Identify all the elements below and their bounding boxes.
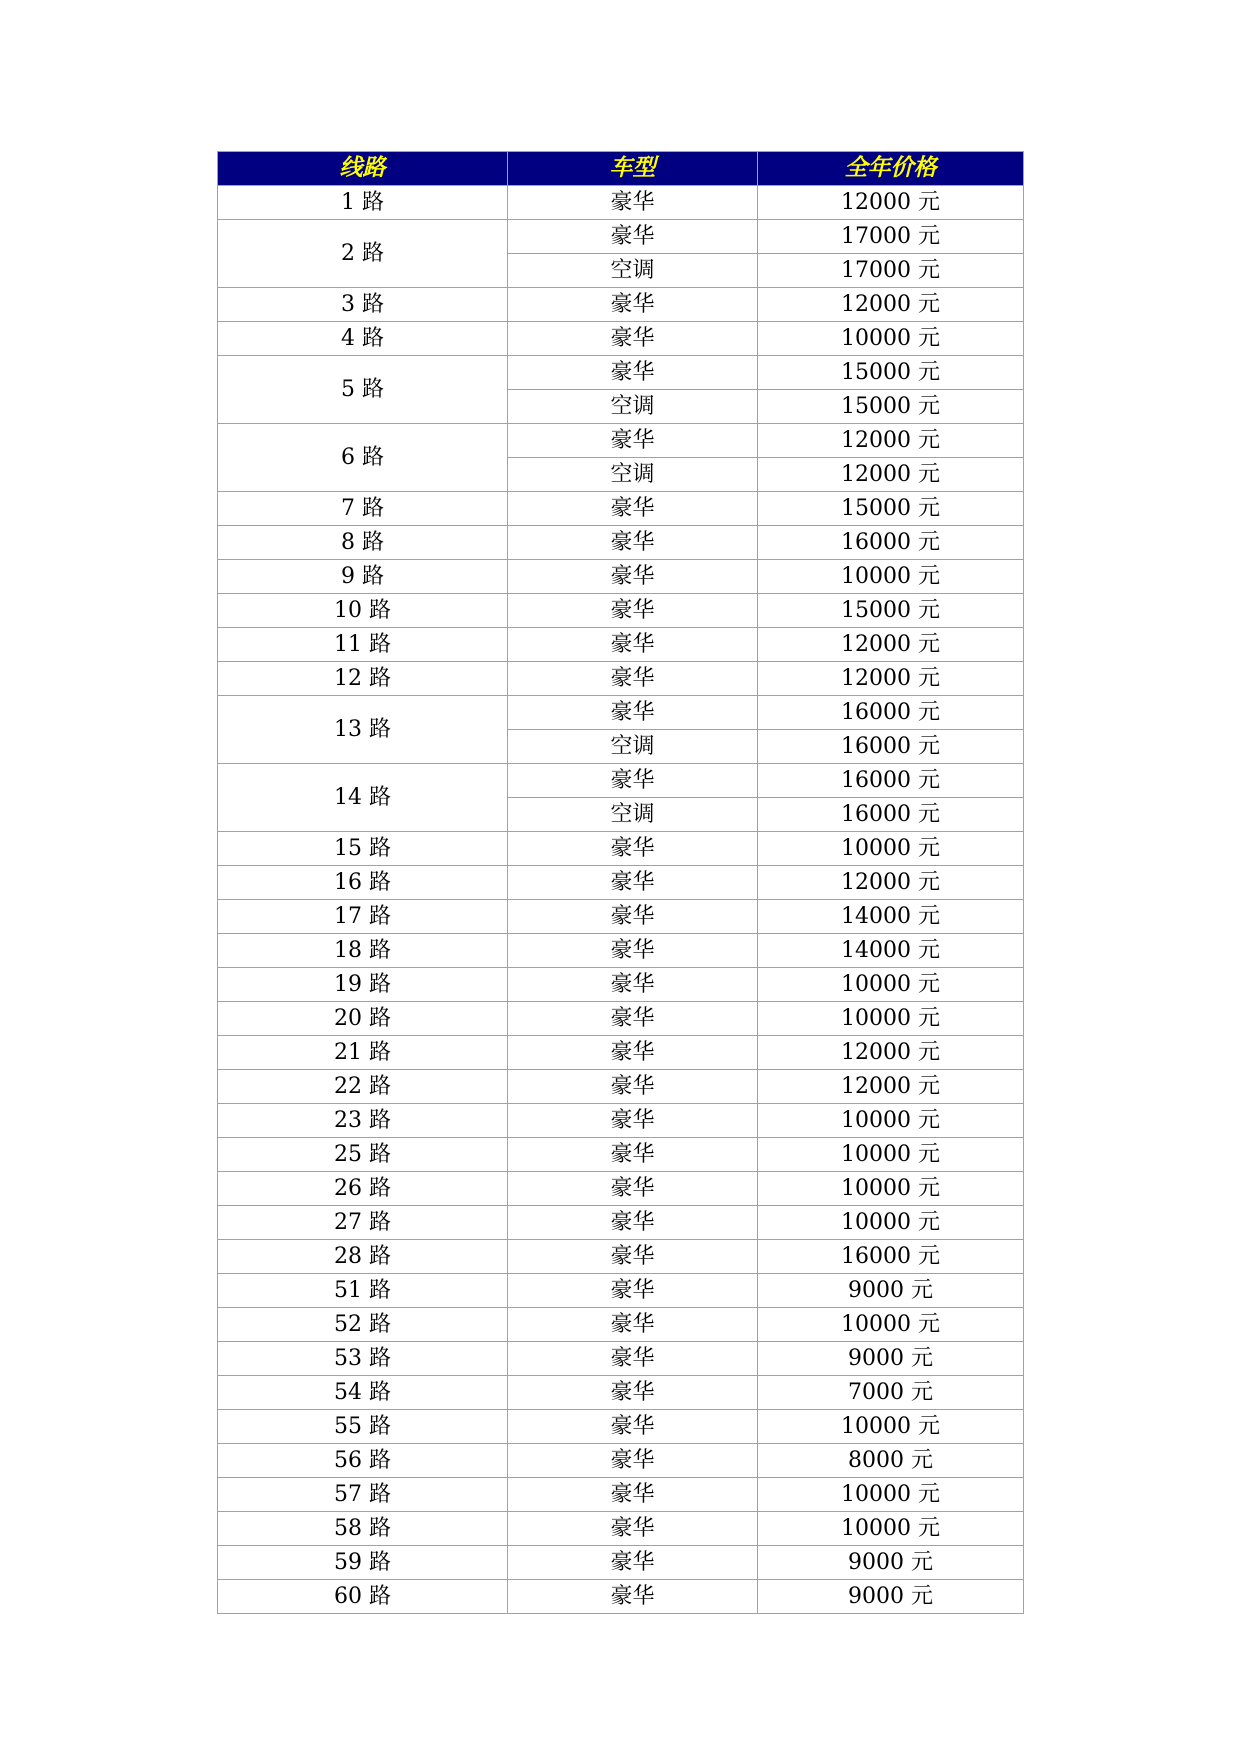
bus-type-cell: 豪华: [508, 1172, 758, 1206]
route-cell: 6 路: [218, 424, 508, 492]
annual-price-cell: 10000 元: [758, 1002, 1024, 1036]
table-row: [218, 1580, 1024, 1614]
header-row: [218, 152, 1024, 186]
table-row: [218, 1206, 1024, 1240]
bus-type-cell: 豪华: [508, 1308, 758, 1342]
table-row: [218, 900, 1024, 934]
annual-price-cell: 12000 元: [758, 288, 1024, 322]
bus-type-cell: 豪华: [508, 696, 758, 730]
table-row: [218, 1376, 1024, 1410]
route-cell: 25 路: [218, 1138, 508, 1172]
table-row: [218, 1138, 1024, 1172]
table-row: [218, 832, 1024, 866]
table-row: [218, 866, 1024, 900]
bus-type-cell: 豪华: [508, 288, 758, 322]
bus-type-cell: 豪华: [508, 492, 758, 526]
table-row: [218, 1546, 1024, 1580]
table-body: [218, 186, 1024, 1614]
route-cell: 20 路: [218, 1002, 508, 1036]
bus-type-cell: 豪华: [508, 1546, 758, 1580]
annual-price-cell: 14000 元: [758, 934, 1024, 968]
bus-type-cell: 豪华: [508, 1240, 758, 1274]
annual-price-cell: 16000 元: [758, 526, 1024, 560]
bus-type-cell: 豪华: [508, 594, 758, 628]
table-row: [218, 1240, 1024, 1274]
route-cell: 14 路: [218, 764, 508, 832]
bus-type-cell: 豪华: [508, 1410, 758, 1444]
annual-price-cell: 10000 元: [758, 560, 1024, 594]
bus-type-cell: 豪华: [508, 186, 758, 220]
bus-type-cell: 豪华: [508, 1138, 758, 1172]
table-row: [218, 356, 1024, 390]
annual-price-cell: 9000 元: [758, 1342, 1024, 1376]
annual-price-cell: 16000 元: [758, 1240, 1024, 1274]
annual-price-cell: 12000 元: [758, 628, 1024, 662]
route-cell: 60 路: [218, 1580, 508, 1614]
table-header: [218, 152, 1024, 186]
route-cell: 15 路: [218, 832, 508, 866]
annual-price-cell: 9000 元: [758, 1274, 1024, 1308]
route-cell: 55 路: [218, 1410, 508, 1444]
annual-price-cell: 16000 元: [758, 764, 1024, 798]
bus-type-cell: 豪华: [508, 1104, 758, 1138]
header-bus-type: 车型: [508, 152, 758, 186]
annual-price-cell: 12000 元: [758, 662, 1024, 696]
bus-type-cell: 豪华: [508, 968, 758, 1002]
route-cell: 2 路: [218, 220, 508, 288]
route-cell: 7 路: [218, 492, 508, 526]
route-cell: 59 路: [218, 1546, 508, 1580]
route-cell: 4 路: [218, 322, 508, 356]
header-route: 线路: [218, 152, 508, 186]
route-cell: 54 路: [218, 1376, 508, 1410]
route-cell: 5 路: [218, 356, 508, 424]
route-cell: 1 路: [218, 186, 508, 220]
table-row: [218, 934, 1024, 968]
route-cell: 56 路: [218, 1444, 508, 1478]
route-cell: 17 路: [218, 900, 508, 934]
route-cell: 21 路: [218, 1036, 508, 1070]
bus-type-cell: 空调: [508, 798, 758, 832]
route-cell: 10 路: [218, 594, 508, 628]
annual-price-cell: 17000 元: [758, 254, 1024, 288]
route-cell: 53 路: [218, 1342, 508, 1376]
bus-type-cell: 豪华: [508, 526, 758, 560]
route-cell: 52 路: [218, 1308, 508, 1342]
bus-type-cell: 豪华: [508, 662, 758, 696]
annual-price-cell: 10000 元: [758, 322, 1024, 356]
annual-price-cell: 15000 元: [758, 390, 1024, 424]
bus-type-cell: 豪华: [508, 866, 758, 900]
annual-price-cell: 10000 元: [758, 832, 1024, 866]
bus-type-cell: 豪华: [508, 1444, 758, 1478]
table-row: [218, 696, 1024, 730]
table-row: [218, 628, 1024, 662]
annual-price-cell: 16000 元: [758, 730, 1024, 764]
route-cell: 27 路: [218, 1206, 508, 1240]
bus-type-cell: 空调: [508, 390, 758, 424]
bus-type-cell: 豪华: [508, 900, 758, 934]
bus-type-cell: 豪华: [508, 1342, 758, 1376]
bus-type-cell: 空调: [508, 458, 758, 492]
annual-price-cell: 15000 元: [758, 492, 1024, 526]
table-row: [218, 1274, 1024, 1308]
annual-price-cell: 12000 元: [758, 1036, 1024, 1070]
route-cell: 3 路: [218, 288, 508, 322]
annual-price-cell: 7000 元: [758, 1376, 1024, 1410]
annual-price-cell: 16000 元: [758, 798, 1024, 832]
table-row: [218, 288, 1024, 322]
annual-price-cell: 12000 元: [758, 866, 1024, 900]
annual-price-cell: 9000 元: [758, 1546, 1024, 1580]
table-row: [218, 1444, 1024, 1478]
route-cell: 22 路: [218, 1070, 508, 1104]
annual-price-cell: 15000 元: [758, 356, 1024, 390]
annual-price-cell: 12000 元: [758, 1070, 1024, 1104]
route-cell: 57 路: [218, 1478, 508, 1512]
bus-type-cell: 豪华: [508, 356, 758, 390]
annual-price-cell: 16000 元: [758, 696, 1024, 730]
table-row: [218, 1070, 1024, 1104]
bus-type-cell: 豪华: [508, 220, 758, 254]
annual-price-cell: 10000 元: [758, 1138, 1024, 1172]
route-cell: 13 路: [218, 696, 508, 764]
annual-price-cell: 10000 元: [758, 1478, 1024, 1512]
table-row: [218, 1036, 1024, 1070]
bus-type-cell: 豪华: [508, 1580, 758, 1614]
route-cell: 28 路: [218, 1240, 508, 1274]
bus-type-cell: 空调: [508, 254, 758, 288]
table-row: [218, 1342, 1024, 1376]
table-row: [218, 1002, 1024, 1036]
route-cell: 18 路: [218, 934, 508, 968]
annual-price-cell: 17000 元: [758, 220, 1024, 254]
table-row: [218, 560, 1024, 594]
table-row: [218, 1410, 1024, 1444]
bus-price-table: [217, 151, 1024, 1614]
route-cell: 51 路: [218, 1274, 508, 1308]
bus-type-cell: 豪华: [508, 1274, 758, 1308]
annual-price-cell: 12000 元: [758, 186, 1024, 220]
bus-type-cell: 豪华: [508, 1206, 758, 1240]
bus-type-cell: 豪华: [508, 1036, 758, 1070]
annual-price-cell: 9000 元: [758, 1580, 1024, 1614]
annual-price-cell: 12000 元: [758, 458, 1024, 492]
table-row: [218, 1478, 1024, 1512]
table-row: [218, 1512, 1024, 1546]
table-row: [218, 968, 1024, 1002]
annual-price-cell: 10000 元: [758, 1206, 1024, 1240]
bus-type-cell: 豪华: [508, 424, 758, 458]
annual-price-cell: 10000 元: [758, 1172, 1024, 1206]
bus-type-cell: 豪华: [508, 1002, 758, 1036]
route-cell: 12 路: [218, 662, 508, 696]
annual-price-cell: 12000 元: [758, 424, 1024, 458]
table-row: [218, 1172, 1024, 1206]
annual-price-cell: 10000 元: [758, 1410, 1024, 1444]
table-row: [218, 492, 1024, 526]
annual-price-cell: 10000 元: [758, 968, 1024, 1002]
bus-type-cell: 豪华: [508, 1070, 758, 1104]
bus-type-cell: 豪华: [508, 934, 758, 968]
bus-type-cell: 豪华: [508, 1478, 758, 1512]
annual-price-cell: 15000 元: [758, 594, 1024, 628]
bus-type-cell: 豪华: [508, 764, 758, 798]
route-cell: 11 路: [218, 628, 508, 662]
bus-type-cell: 空调: [508, 730, 758, 764]
bus-type-cell: 豪华: [508, 1512, 758, 1546]
table-row: [218, 424, 1024, 458]
route-cell: 19 路: [218, 968, 508, 1002]
table-row: [218, 526, 1024, 560]
route-cell: 16 路: [218, 866, 508, 900]
annual-price-cell: 10000 元: [758, 1308, 1024, 1342]
annual-price-cell: 14000 元: [758, 900, 1024, 934]
bus-type-cell: 豪华: [508, 628, 758, 662]
table-row: [218, 662, 1024, 696]
table-row: [218, 1104, 1024, 1138]
bus-type-cell: 豪华: [508, 322, 758, 356]
route-cell: 58 路: [218, 1512, 508, 1546]
table-row: [218, 220, 1024, 254]
route-cell: 26 路: [218, 1172, 508, 1206]
table-row: [218, 594, 1024, 628]
route-cell: 8 路: [218, 526, 508, 560]
bus-type-cell: 豪华: [508, 1376, 758, 1410]
table-row: [218, 764, 1024, 798]
table-row: [218, 1308, 1024, 1342]
annual-price-cell: 10000 元: [758, 1104, 1024, 1138]
table-row: [218, 186, 1024, 220]
header-annual-price: 全年价格: [758, 152, 1024, 186]
table-row: [218, 322, 1024, 356]
bus-type-cell: 豪华: [508, 832, 758, 866]
bus-type-cell: 豪华: [508, 560, 758, 594]
route-cell: 23 路: [218, 1104, 508, 1138]
annual-price-cell: 8000 元: [758, 1444, 1024, 1478]
route-cell: 9 路: [218, 560, 508, 594]
annual-price-cell: 10000 元: [758, 1512, 1024, 1546]
